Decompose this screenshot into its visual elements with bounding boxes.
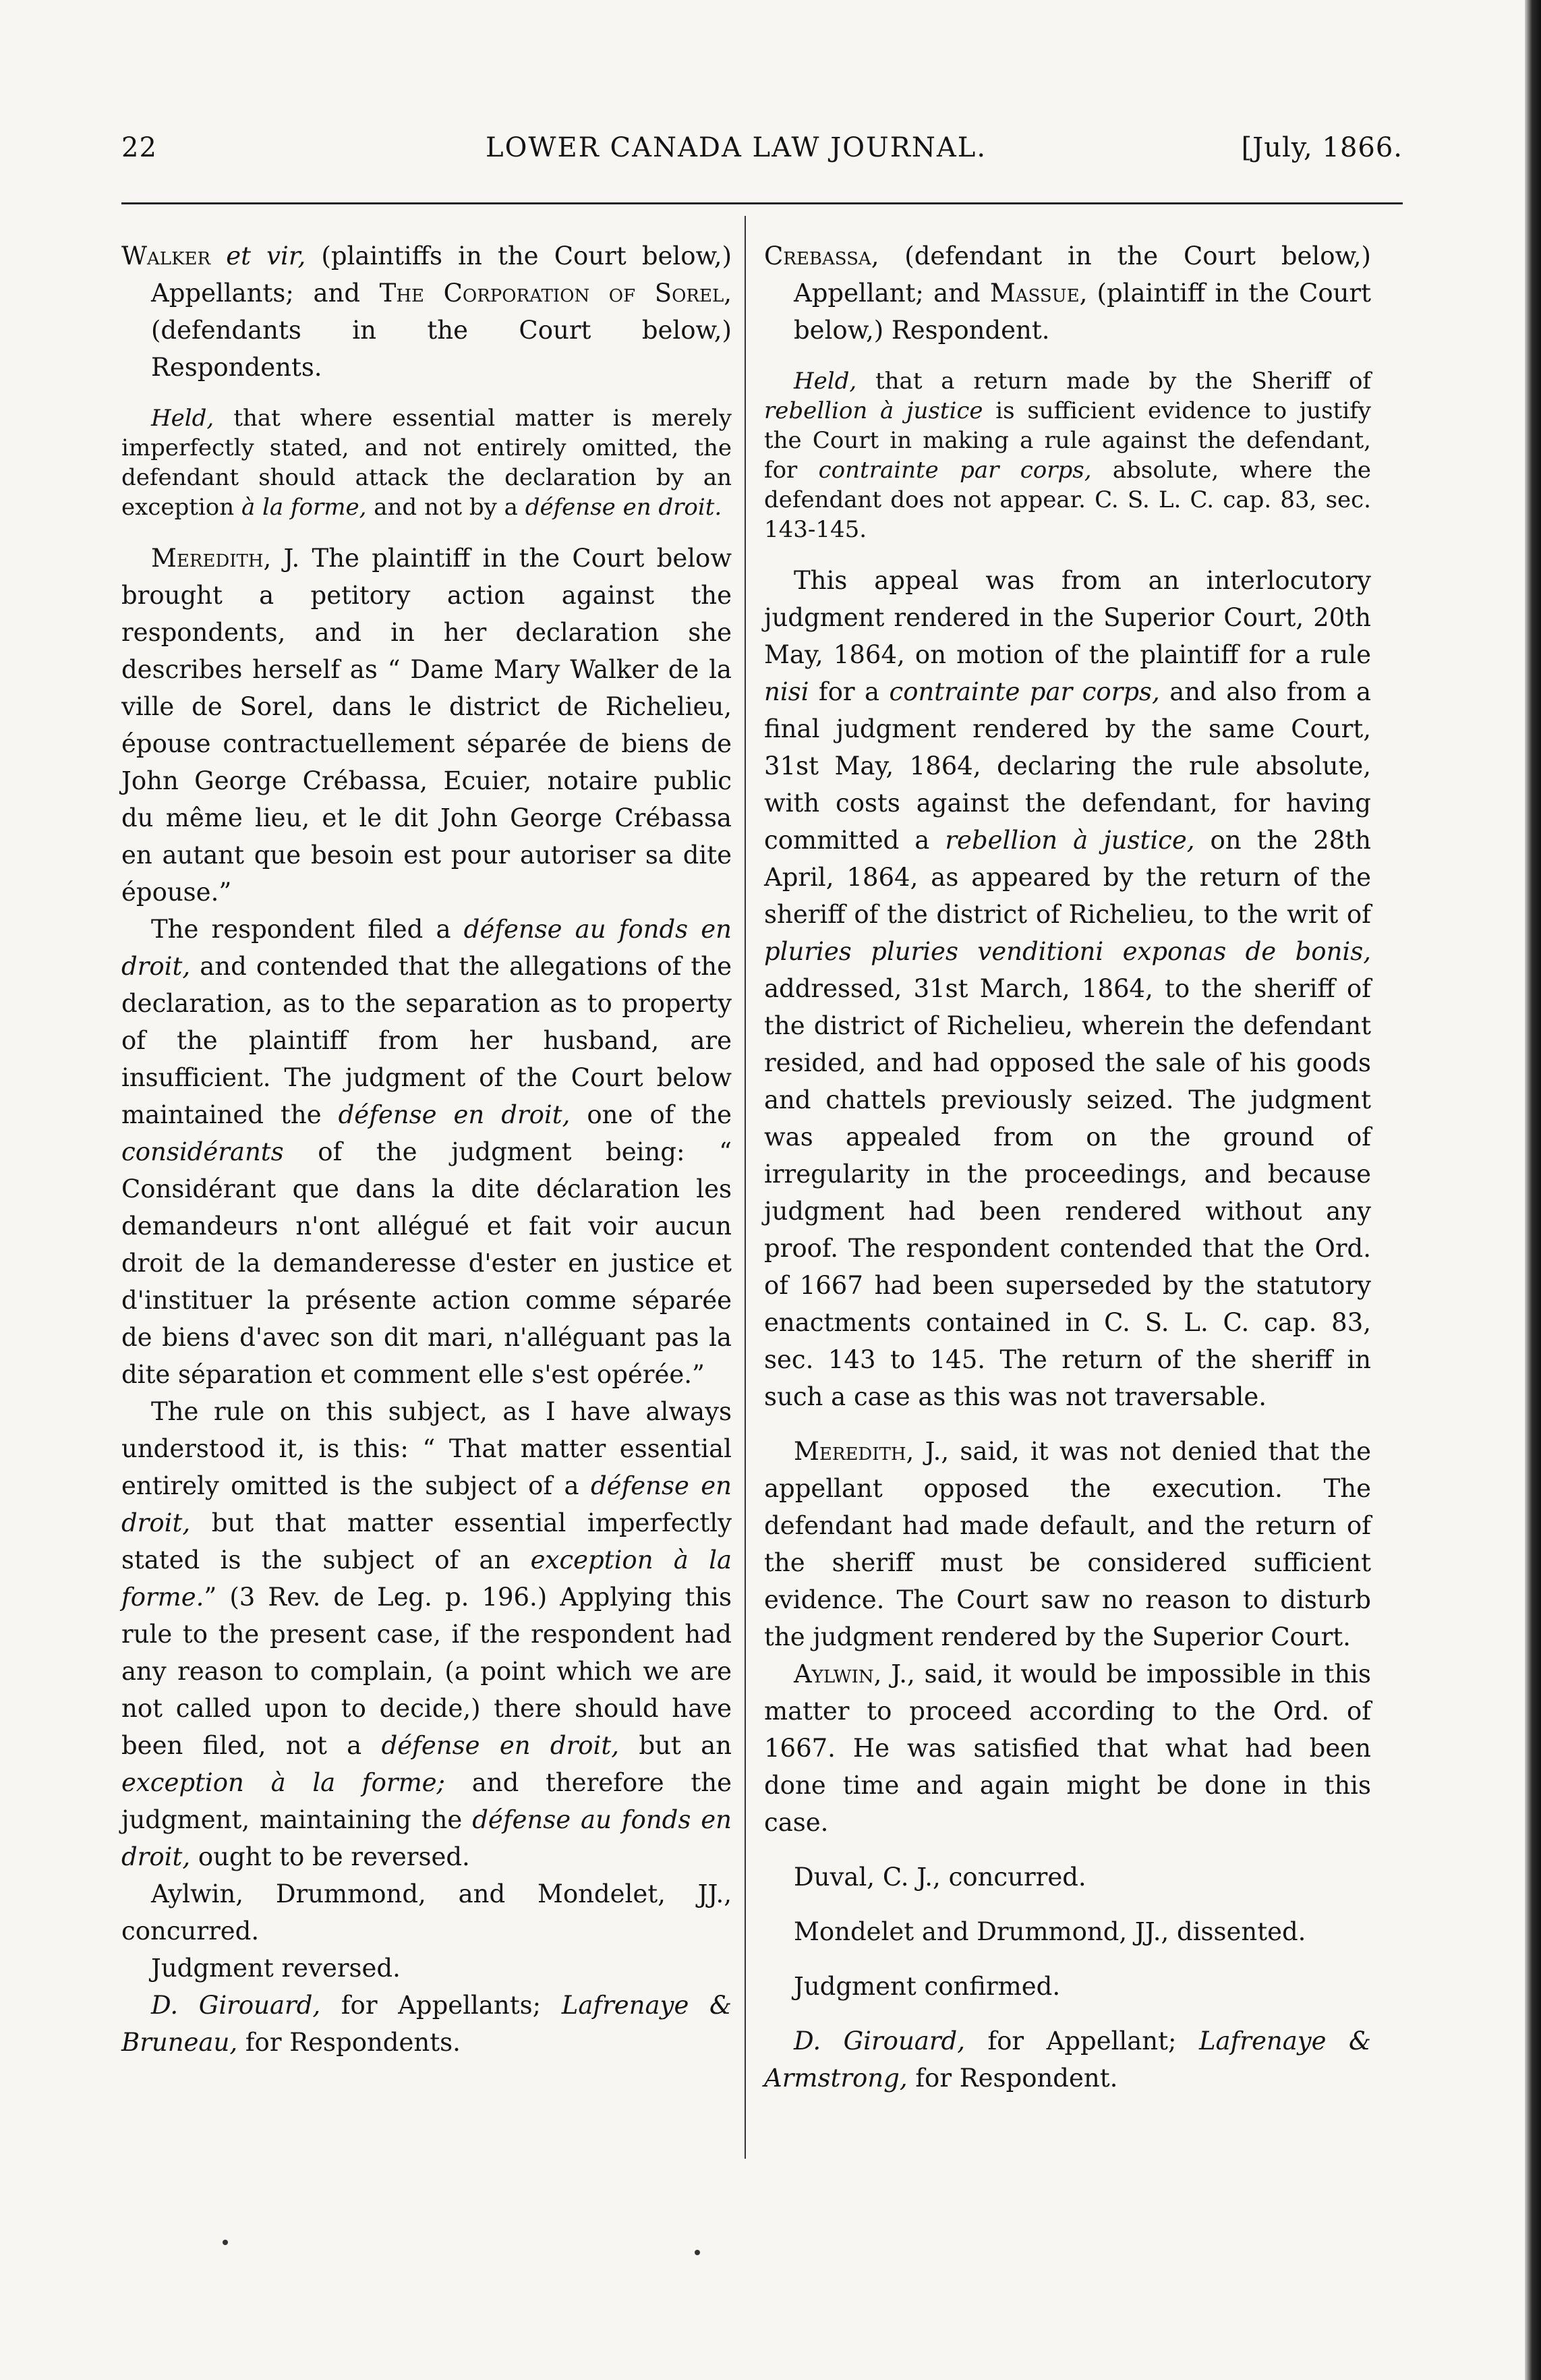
italic-term: défense en droit, bbox=[121, 1471, 732, 1537]
disposition: Judgment confirmed. bbox=[794, 1972, 1061, 2001]
judge-name: Meredith, J., bbox=[794, 1437, 950, 1466]
party-name: Massue, bbox=[989, 279, 1088, 308]
counsel-name: Lafrenaye & Bruneau, bbox=[121, 1991, 732, 2057]
caption-text: (plaintiff in the Court below,) Respondent. bbox=[794, 279, 1371, 345]
judge-name: Aylwin, J., bbox=[794, 1660, 915, 1689]
italic-term: exception à la forme. bbox=[121, 1546, 732, 1612]
headnote-italic: à la forme, bbox=[241, 494, 367, 521]
headnote-text: and not by a bbox=[366, 494, 525, 521]
party-name: Walker bbox=[121, 242, 211, 271]
headnote-italic: défense en droit. bbox=[525, 494, 722, 521]
counsel-text: for Respondent. bbox=[907, 2064, 1118, 2093]
headnote-italic: rebellion à justice bbox=[764, 397, 983, 424]
case-caption bbox=[121, 237, 732, 386]
italic-term: nisi bbox=[764, 677, 809, 706]
paragraph-text: and also from a final judgment rendered by the same Court, 31st May, 1864, declaring the rule absolute, with costs against the defendant, for having committed a bbox=[764, 677, 1372, 855]
opinion-paragraph bbox=[121, 911, 732, 1393]
counsel-line bbox=[121, 1987, 732, 2061]
issue-date: [July, 1866. bbox=[1241, 132, 1403, 163]
paragraph-text: This appeal was from an interlocutory judgment rendered in the Superior Court, 20th May, 1864, on motion of the plaintiff for a rule bbox=[764, 566, 1371, 669]
running-header bbox=[121, 132, 1403, 186]
headnote-text: that where essential matter is merely imperfectly stated, and not entirely omitted, the defendant should attack the declaration by an exception bbox=[121, 405, 732, 521]
italic-term: pluries pluries venditioni exponas de bonis, bbox=[764, 937, 1371, 966]
paragraph-text: one of the bbox=[570, 1100, 732, 1129]
italic-term: exception à la forme; bbox=[121, 1768, 446, 1797]
held-label: Held, bbox=[151, 405, 214, 432]
concurrence: Duval, C. J., concurred. bbox=[794, 1863, 1086, 1892]
header-rule bbox=[121, 202, 1403, 204]
opinion-paragraph bbox=[121, 1393, 732, 1875]
italic-term: considérants bbox=[121, 1137, 284, 1166]
paragraph-text: of the judgment being: “ Considérant que dans la dite déclaration les demandeurs n'ont allégué et fait voir aucun droit de la demanderesse d'ester en justice et d'instituer la présente action comme séparée de biens d'avec son dit mari, n'alléguant pas la dite séparation et comment elle s'est opérée.” bbox=[121, 1137, 732, 1389]
paragraph-text: said, it was not denied that the appellant opposed the execution. The defendant had made default, and the return of the sheriff must be considered sufficient evidence. The Court saw no reason to disturb the judgment rendered by the Superior Court. bbox=[764, 1437, 1371, 1651]
left-column bbox=[121, 237, 732, 2061]
caption-text: (plaintiffs in the Court below,) Appellants; and bbox=[151, 242, 732, 308]
paragraph-text: The rule on this subject, as I have always understood it, is this: “ That matter essential entirely omitted is the subject of a bbox=[121, 1397, 732, 1500]
concurrence: Aylwin, Drummond, and Mondelet, JJ., concurred. bbox=[121, 1879, 732, 1946]
counsel-text: for Appellant; bbox=[964, 2027, 1199, 2056]
italic-term: défense en droit, bbox=[338, 1100, 571, 1129]
dissent: Mondelet and Drummond, JJ., dissented. bbox=[794, 1917, 1306, 1946]
italic-term: défense au fonds en droit, bbox=[121, 1805, 732, 1871]
opinion-paragraph bbox=[764, 562, 1371, 1415]
paragraph-text: but that matter essential imperfectly stated is the subject of an bbox=[121, 1508, 732, 1575]
right-column bbox=[764, 237, 1371, 2097]
paragraph-text: for a bbox=[809, 677, 890, 706]
paragraph-text: on the 28th April, 1864, as appeared by the return of the sheriff of the district of Richelieu, to the writ of bbox=[764, 826, 1371, 929]
paragraph-text: The plaintiff in the Court below brought a petitory action against the respondents, and in her declaration she describes herself as “ Dame Mary Walker de la ville de Sorel, dans le district de Richelieu, épouse contractuellement séparée de biens de John George Crébassa, Ecuier, notaire public du même lieu, et le dit John George Crébassa en autant que besoin est pour autoriser sa dite épouse.” bbox=[121, 544, 732, 907]
held-label: Held, bbox=[794, 368, 857, 395]
page-number: 22 bbox=[121, 132, 157, 163]
italic-term: contrainte par corps, bbox=[889, 677, 1160, 706]
paragraph-text: said, it would be impossible in this matter to proceed according to the Ord. of 1667. He was satisfied that what had been done time and again might be done in this case. bbox=[764, 1660, 1371, 1837]
paragraph-text: ought to be reversed. bbox=[190, 1842, 470, 1871]
counsel-name: Lafrenaye & Armstrong, bbox=[764, 2027, 1371, 2093]
party-name: Crebassa, bbox=[764, 242, 879, 271]
counsel-line bbox=[764, 2022, 1371, 2097]
page-edge-shadow bbox=[1525, 0, 1541, 2380]
counsel-name: D. Girouard, bbox=[794, 2027, 965, 2056]
party-note: et vir, bbox=[226, 242, 306, 271]
paragraph-text: but an bbox=[619, 1731, 732, 1760]
speck-mark bbox=[223, 2240, 228, 2245]
headnote bbox=[764, 366, 1371, 544]
paragraph-text: and therefore the judgment, maintaining the bbox=[121, 1768, 732, 1834]
speck-mark bbox=[695, 2250, 700, 2255]
opinion-paragraph bbox=[764, 1655, 1371, 1841]
counsel-text: for Respondents. bbox=[237, 2028, 461, 2057]
caption-text: (defendants in the Court below,) Respondents. bbox=[151, 316, 732, 382]
headnote-text: absolute, where the defendant does not appear. C. S. L. C. cap. 83, sec. 143-145. bbox=[764, 457, 1372, 543]
headnote-italic: contrainte par corps, bbox=[818, 457, 1092, 484]
case-caption bbox=[764, 237, 1371, 349]
italic-term: rebellion à justice, bbox=[945, 826, 1195, 855]
journal-title: LOWER CANADA LAW JOURNAL. bbox=[486, 132, 987, 163]
opinion-paragraph bbox=[764, 1433, 1371, 1655]
party-name: The Corporation of Sorel, bbox=[379, 279, 732, 308]
paragraph-text: addressed, 31st March, 1864, to the sheriff of the district of Richelieu, wherein the defendant resided, and had opposed the sale of his goods and chattels previously seized. The judgment was appealed from on the ground of irregularity in the proceedings, and because judgment had been rendered without any proof. The respondent contended that the Ord. of 1667 had been superseded by the statutory enactments contained in C. S. L. C. cap. 83, sec. 143 to 145. The return of the sheriff in such a case as this was not traversable. bbox=[764, 974, 1371, 1411]
italic-term: défense au fonds en droit, bbox=[121, 915, 732, 981]
counsel-text: for Appellants; bbox=[320, 1991, 562, 2020]
headnote-text: that a return made by the Sheriff of bbox=[856, 368, 1371, 395]
opinion-paragraph bbox=[121, 540, 732, 911]
paragraph-text: The respondent filed a bbox=[151, 915, 464, 944]
paragraph-text: and contended that the allegations of the declaration, as to the separation as to property of the plaintiff from her husband, are insufficient. The judgment of the Court below maintained the bbox=[121, 952, 732, 1129]
headnote bbox=[121, 403, 732, 522]
caption-text: (defendant in the Court below,) Appellant; and bbox=[794, 242, 1371, 308]
judge-name: Meredith, J. bbox=[151, 544, 300, 573]
headnote-text: is sufficient evidence to justify the Court in making a rule against the defendant, for bbox=[764, 397, 1371, 484]
paragraph-text: ” (3 Rev. de Leg. p. 196.) Applying this rule to the present case, if the respondent had any reason to complain, (a point which we are not called upon to decide,) there should have been filed, not a bbox=[121, 1583, 732, 1760]
counsel-name: D. Girouard, bbox=[151, 1991, 321, 2020]
italic-term: défense en droit, bbox=[381, 1731, 620, 1760]
column-divider bbox=[745, 216, 746, 2159]
disposition: Judgment reversed. bbox=[151, 1954, 401, 1983]
